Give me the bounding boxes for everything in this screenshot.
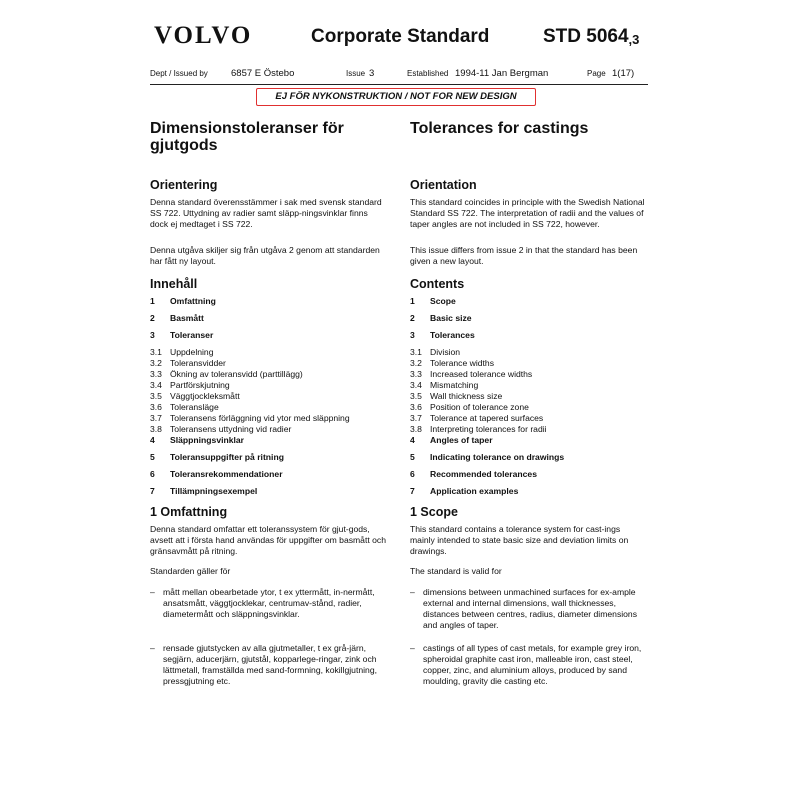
- toc-item: [410, 391, 646, 402]
- issue-value-text: 3: [369, 68, 375, 79]
- toc-title: Angles of taper: [430, 435, 493, 445]
- toc-item: [150, 347, 386, 358]
- toc-title: Application examples: [430, 486, 519, 496]
- toc-number: 3.2: [410, 358, 422, 368]
- established-value-text: 1994-11 Jan Bergman: [455, 68, 549, 79]
- toc-title: Wall thickness size: [430, 391, 503, 401]
- toc-item: [410, 435, 646, 452]
- toc-number: 3.6: [410, 402, 422, 412]
- toc-number: 3.3: [150, 369, 162, 379]
- toc-title: Tillämpningsexempel: [170, 486, 258, 496]
- toc-number: 6: [410, 469, 415, 479]
- english-scope-p1: This standard contains a tolerance system for cast-ings mainly intended to state basic size and deviation limits on drawings.: [410, 524, 629, 556]
- toc-number: 2: [150, 313, 155, 323]
- dept-label: Dept / Issued by: [150, 69, 208, 78]
- toc-title: Division: [430, 347, 461, 357]
- toc-item: [410, 330, 646, 347]
- swedish-orient-heading: Orientering: [150, 178, 218, 192]
- swedish-contents-heading: Innehåll: [150, 277, 198, 291]
- english-scope-heading: 1 Scope: [410, 505, 458, 519]
- english-bullet-text: castings of all types of cast metals, for example grey iron, spheroidal graphite cast iron, malleable iron, cast steel, copper, zinc, and aluminium alloys, produced by sand moulding, gravity die casting etc.: [423, 643, 642, 686]
- toc-item: [150, 402, 386, 413]
- standard-number-main: STD 5064: [543, 26, 629, 47]
- english-scope-p2: The standard is valid for: [410, 566, 502, 576]
- toc-number: 5: [410, 452, 415, 462]
- swedish-orient-p2: Denna utgåva skiljer sig från utgåva 2 genom att standarden har fått ny layout.: [150, 245, 380, 266]
- toc-item: [410, 413, 646, 424]
- toc-title: Släppningsvinklar: [170, 435, 245, 445]
- standard-number-suffix: ,3: [628, 32, 640, 47]
- toc-title: Toleransrekommendationer: [170, 469, 283, 479]
- dash-mark: –: [150, 643, 155, 653]
- toc-item: [410, 469, 646, 486]
- toc-number: 3.6: [150, 402, 162, 412]
- toc-item: [410, 358, 646, 369]
- swedish-title: Dimensionstoleranser för gjutgods: [150, 120, 344, 154]
- toc-item: [410, 452, 646, 469]
- english-bullet-text: dimensions between unmachined surfaces for ex-ample external and internal dimensions, wall thicknesses, distances between centres, radius, diameter dimensions and angles of taper.: [423, 587, 638, 630]
- dash-mark: –: [410, 587, 415, 597]
- toc-number: 1: [410, 296, 415, 306]
- toc-item: [150, 313, 386, 330]
- toc-item: [150, 391, 386, 402]
- toc-number: 7: [150, 486, 155, 496]
- toc-item: [150, 435, 386, 452]
- toc-title: Toleranser: [170, 330, 214, 340]
- english-toc: [410, 296, 646, 503]
- dash-mark: –: [150, 587, 155, 597]
- toc-item: [410, 380, 646, 391]
- toc-title: Basmått: [170, 313, 204, 323]
- toc-item: [150, 369, 386, 380]
- english-orient-heading: Orientation: [410, 178, 477, 192]
- toc-item: [410, 369, 646, 380]
- toc-title: Toleransvidder: [170, 358, 226, 368]
- toc-title: Tolerance widths: [430, 358, 495, 368]
- toc-number: 4: [150, 435, 155, 445]
- header-divider: [150, 84, 648, 85]
- english-title: Tolerances for castings: [410, 120, 589, 137]
- toc-title: Partförskjutning: [170, 380, 230, 390]
- issue-label: Issue: [346, 69, 366, 78]
- swedish-orient-p1: Denna standard överensstämmer i sak med svensk standard SS 722. Uttydning av radier samt släpp-ningsvinklar finns dock ej medtaget i SS 722.: [150, 197, 382, 229]
- english-bullet: [410, 643, 646, 687]
- page-value-text: 1(17): [612, 68, 635, 79]
- toc-title: Interpreting tolerances for radii: [430, 424, 547, 434]
- swedish-bullet: [150, 643, 386, 687]
- toc-item: [410, 347, 646, 358]
- toc-title: Increased tolerance widths: [430, 369, 533, 379]
- english-orient-p1: This standard coincides in principle with the Swedish National Standard SS 722. The interpretation of radii and the values of taper angles are not included in SS 722, however.: [410, 197, 645, 229]
- warning-banner: EJ FÖR NYKONSTRUKTION / NOT FOR NEW DESIGN: [256, 88, 536, 106]
- toc-number: 3.2: [150, 358, 162, 368]
- toc-number: 5: [150, 452, 155, 462]
- dept-value-text: 6857 E Östebo: [231, 68, 295, 79]
- toc-title: Uppdelning: [170, 347, 214, 357]
- swedish-bullet-text: mått mellan obearbetade ytor, t ex yttermått, in-nermått, ansatsmått, väggtjocklekar, centrumav-stånd, radier, diametermått och släppningsvinklar.: [163, 587, 375, 619]
- toc-item: [150, 424, 386, 435]
- toc-title: Väggtjockleksmått: [170, 391, 240, 401]
- toc-number: 3: [150, 330, 155, 340]
- swedish-scope-p1: Denna standard omfattar ett toleranssystem för gjut-gods, avsett att i första hand användas för uppgifter om basmått och gränsavmått på ritning.: [150, 524, 386, 556]
- page-value: [612, 68, 634, 79]
- swedish-scope-p2: Standarden gäller för: [150, 566, 231, 576]
- toc-number: 3.7: [410, 413, 422, 423]
- toc-number: 3.8: [410, 424, 422, 434]
- toc-title: Tolerances: [430, 330, 475, 340]
- toc-number: 3.1: [150, 347, 162, 357]
- toc-item: [150, 413, 386, 424]
- established-label: Established: [407, 69, 449, 78]
- document-type: Corporate Standard: [311, 26, 490, 47]
- toc-number: 3.5: [150, 391, 162, 401]
- toc-number: 3.4: [150, 380, 162, 390]
- volvo-logo: VOLVO: [154, 22, 253, 49]
- toc-number: 3.7: [150, 413, 162, 423]
- toc-title: Indicating tolerance on drawings: [430, 452, 565, 462]
- toc-number: 3: [410, 330, 415, 340]
- toc-title: Scope: [430, 296, 456, 306]
- toc-title: Recommended tolerances: [430, 469, 537, 479]
- toc-number: 3.5: [410, 391, 422, 401]
- dept-value: [231, 68, 294, 79]
- issue-value: [369, 68, 374, 79]
- toc-number: 7: [410, 486, 415, 496]
- toc-title: Toleransuppgifter på ritning: [170, 452, 284, 462]
- toc-number: 1: [150, 296, 155, 306]
- toc-item: [150, 380, 386, 391]
- toc-number: 3.4: [410, 380, 422, 390]
- toc-title: Toleransläge: [170, 402, 219, 412]
- toc-number: 3.8: [150, 424, 162, 434]
- established-value: [455, 68, 548, 79]
- toc-title: Basic size: [430, 313, 472, 323]
- toc-number: 2: [410, 313, 415, 323]
- toc-item: [410, 296, 646, 313]
- english-bullet: [410, 587, 646, 643]
- english-column: [410, 120, 646, 687]
- swedish-scope-heading: 1 Omfattning: [150, 505, 228, 519]
- toc-title: Tolerance at tapered surfaces: [430, 413, 544, 423]
- toc-number: 4: [410, 435, 415, 445]
- swedish-column: [150, 120, 386, 687]
- toc-title: Mismatching: [430, 380, 479, 390]
- toc-title: Omfattning: [170, 296, 216, 306]
- toc-title: Toleransens uttydning vid radier: [170, 424, 292, 434]
- swedish-bullet-text: rensade gjutstycken av alla gjutmetaller, t ex grå-järn, segjärn, aducerjärn, gjutstål, kopparlege-ringar, zink och lättmetall, framställda med sand-formning, kokillgjutning, pressgjutning etc.: [163, 643, 377, 686]
- page-label: Page: [587, 69, 606, 78]
- dash-mark: –: [410, 643, 415, 653]
- toc-item: [150, 330, 386, 347]
- toc-item: [150, 358, 386, 369]
- english-orient-p2: This issue differs from issue 2 in that the standard has been given a new layout.: [410, 245, 638, 266]
- toc-number: 3.1: [410, 347, 422, 357]
- toc-item: [150, 296, 386, 313]
- toc-item: [150, 469, 386, 486]
- toc-item: [410, 402, 646, 413]
- toc-item: [410, 313, 646, 330]
- toc-item: [410, 424, 646, 435]
- standard-number: [543, 26, 639, 48]
- toc-title: Position of tolerance zone: [430, 402, 529, 412]
- swedish-toc: [150, 296, 386, 503]
- english-contents-heading: Contents: [410, 277, 465, 291]
- toc-item: [410, 486, 646, 503]
- toc-number: 6: [150, 469, 155, 479]
- toc-item: [150, 486, 386, 503]
- toc-title: Ökning av toleransvidd (parttillägg): [170, 369, 303, 379]
- toc-item: [150, 452, 386, 469]
- toc-title: Toleransens förläggning vid ytor med släppning: [170, 413, 350, 423]
- swedish-bullet: [150, 587, 386, 643]
- toc-number: 3.3: [410, 369, 422, 379]
